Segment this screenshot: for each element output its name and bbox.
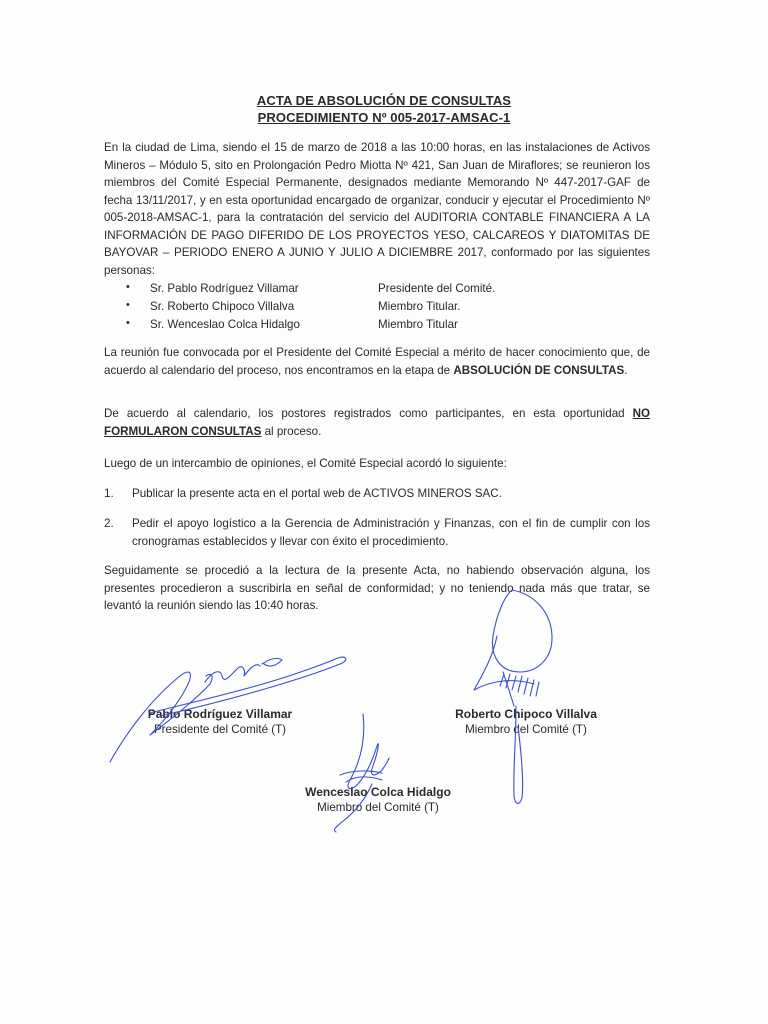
calendar-text: De acuerdo al calendario, los postores registrados como participantes, en esta oportunidad [104,407,633,420]
member-role: Miembro Titular [378,318,458,331]
signatory-role: Miembro del Comité (T) [465,723,587,736]
signatory-name: Roberto Chipoco Villalva [455,707,597,721]
calendar-end: al proceso. [261,424,322,438]
item-number: 1. [104,487,114,500]
item-number: 2. [104,517,114,530]
item-text: Publicar la presente acta en el portal web de ACTIVOS MINEROS SAC. [132,487,502,500]
agreement-paragraph: Luego de un intercambio de opiniones, el Comité Especial acordó lo siguiente: [104,457,507,470]
convocation-paragraph [104,344,650,379]
bullet-icon: • [126,299,130,311]
stage-emphasis: ABSOLUCIÓN DE CONSULTAS [453,363,625,377]
signatory-role: Presidente del Comité (T) [153,723,287,736]
no-queries-emphasis: NO FORMULARON CONSULTAS [104,407,650,438]
signatory-role: Miembro del Comité (T) [317,801,439,814]
document-title: ACTA DE ABSOLUCIÓN DE CONSULTAS [256,93,512,108]
member-name: Sr. Roberto Chipoco Villalva [150,300,295,313]
document-subtitle: PROCEDIMIENTO Nº 005-2017-AMSAC-1 [257,110,511,125]
signatory-name: Wenceslao Colca Hidalgo [305,785,451,799]
member-role: Miembro Titular. [378,300,461,313]
item-text: Pedir el apoyo logístico a la Gerencia de Administración y Finanzas, con el fin de cumplir con los cronogramas establecidos y llevar con éxito el procedimiento. [132,517,650,548]
calendar-paragraph [104,405,650,440]
convocation-text: La reunión fue convocada por el Presidente del Comité Especial a mérito de hacer conocimiento que, de acuerdo al calendario del proceso, nos encontramos en la etapa de [104,346,650,377]
intro-paragraph: En la ciudad de Lima, siendo el 15 de marzo de 2018 a las 10:00 horas, en las instalaciones de Activos Mineros – Módulo 5, sito en Prolongación Pedro Miotta Nº 421, San Juan de Miraflores; se reunieron los miembros del Comité Especial Permanente, designados mediante Memorando Nº 447-2017-GAF de fecha 13/11/2017, y en esta oportunidad encargado de organizar, conducir y ejecutar el Procedimiento Nº 005-2018-AMSAC-1, para la contratación del servicio del AUDITORIA CONTABLE FINANCIERA A LA INFORMACIÓN DE PAGO DIFERIDO DE LOS PROYECTOS YESO, CALCAREOS Y DIATOMITAS DE BAYOVAR – PERIODO ENERO A JUNIO Y JULIO A DICIEMBRE 2017, conformado por las siguientes personas: [104,141,650,277]
convocation-end: . [624,363,628,377]
committee-member-list [126,282,626,336]
list-item [126,318,626,336]
member-name: Sr. Wenceslao Colca Hidalgo [150,318,300,331]
list-item [126,282,626,300]
signatory-name: Pablo Rodríguez Villamar [147,707,293,721]
signature-stroke [474,590,552,804]
signature-stroke [334,714,389,832]
bullet-icon: • [126,281,130,293]
member-name: Sr. Pablo Rodríguez Villamar [150,282,299,295]
list-item [126,300,626,318]
bullet-icon: • [126,317,130,329]
closing-paragraph: Seguidamente se procedió a la lectura de la presente Acta, no habiendo observación alguna, los presentes procedieron a suscribirla en señal de conformidad; y no teniendo nada más que tratar, se levantó la reunión siendo las 10:40 horas. [104,564,650,612]
member-role: Presidente del Comité. [378,282,496,295]
